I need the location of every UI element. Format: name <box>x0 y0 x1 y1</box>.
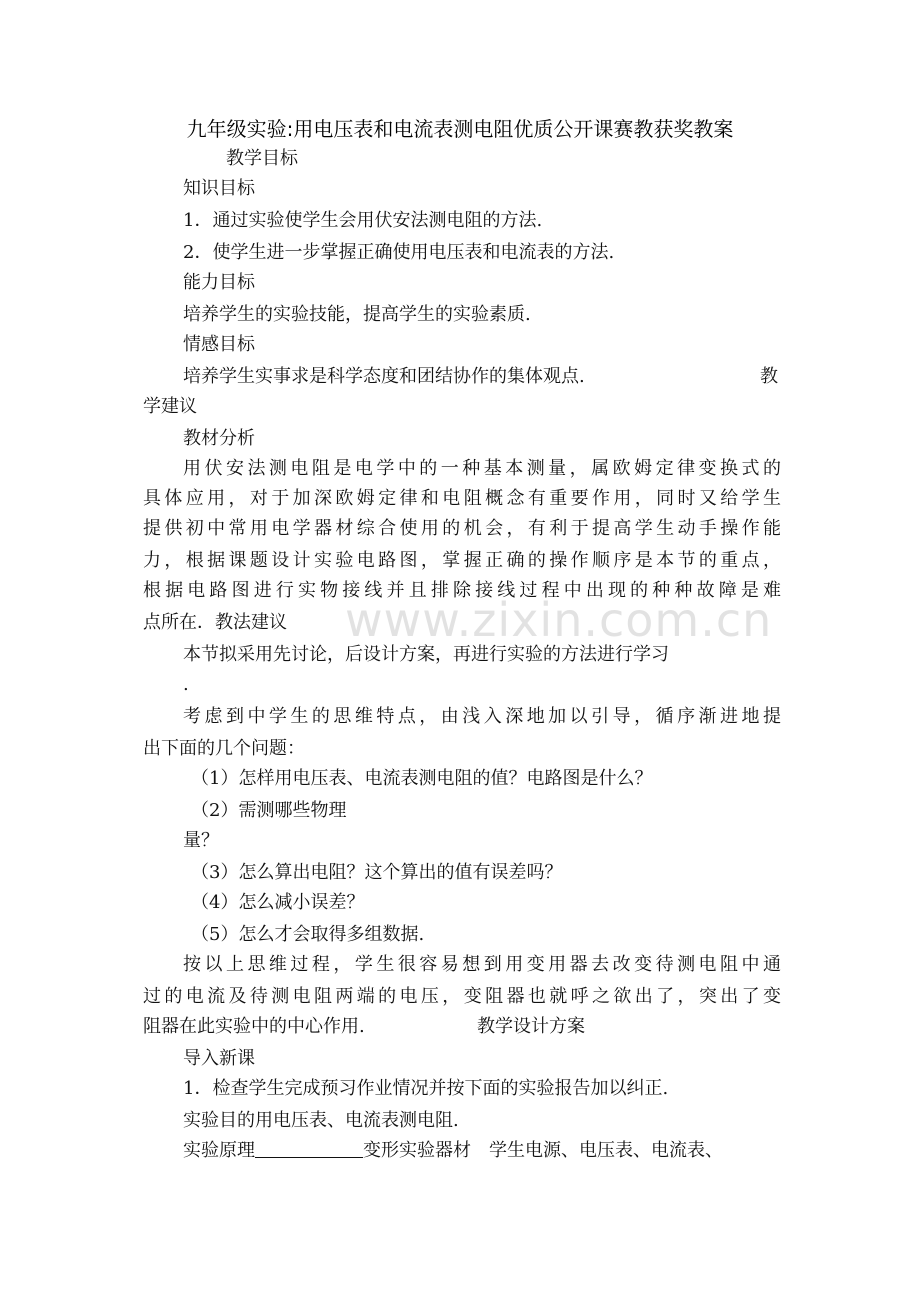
text-line: 培养学生实事求是科学态度和团结协作的集体观点. <box>183 366 585 387</box>
principle-label: 实验原理 <box>183 1140 255 1161</box>
paragraph-line: 提供初中常用电学器材综合使用的机会，有利于提高学生动手操作能 <box>143 518 781 539</box>
text-line-principle <box>183 1136 723 1166</box>
subheading-textbook-analysis: 教材分析 <box>183 428 255 449</box>
question-item: （2）需测哪些物理 <box>191 800 347 821</box>
paragraph-line: 点所在．教法建议 <box>143 612 287 633</box>
text-line: 本节拟采用先讨论，后设计方案，再进行实验的方法进行学习 <box>183 644 669 665</box>
text-line: 教 <box>760 366 778 387</box>
question-item: （4）怎么减小误差？ <box>191 892 365 913</box>
question-item: （1）怎样用电压表、电流表测电阻的值？电路图是什么？ <box>191 768 653 789</box>
paragraph-line: 用伏安法测电阻是电学中的一种基本测量，属欧姆定律变换式的 <box>183 458 781 479</box>
paragraph-line: 过的电流及待测电阻两端的电压，变阻器也就呼之欲出了，突出了变 <box>143 986 781 1007</box>
paragraph-line: 出下面的几个问题： <box>143 738 305 759</box>
paragraph-line: 阻器在此实验中的中心作用. <box>143 1016 365 1037</box>
section-heading-design-plan: 教学设计方案 <box>477 1016 585 1037</box>
paragraph-line: 力，根据课题设计实验电路图，掌握正确的操作顺序是本节的重点， <box>143 550 781 571</box>
fill-in-blank <box>255 1139 363 1158</box>
document-title: 九年级实验:用电压表和电流表测电阻优质公开课赛教获奖教案 <box>186 117 734 141</box>
question-item: （3）怎么算出电阻？这个算出的值有误差吗？ <box>191 862 563 883</box>
question-item: （5）怎么才会取得多组数据. <box>191 924 425 945</box>
principle-rest: 变形实验器材 学生电源、电压表、电流表、 <box>363 1140 723 1161</box>
watermark: www.zixin.com.cn <box>345 593 773 647</box>
subheading-emotion-goals: 情感目标 <box>183 334 255 355</box>
text-line: . <box>183 674 189 695</box>
text-line: 2．使学生进一步掌握正确使用电压表和电流表的方法. <box>183 242 615 263</box>
section-heading-teaching-suggestions: 学建议 <box>143 396 197 417</box>
text-line: 实验目的用电压表、电流表测电阻. <box>183 1110 459 1131</box>
subheading-knowledge-goals: 知识目标 <box>183 178 255 199</box>
section-heading-teaching-goals: 教学目标 <box>226 148 298 169</box>
text-line: 培养学生的实验技能，提高学生的实验素质. <box>183 304 531 325</box>
paragraph-line: 根据电路图进行实物接线并且排除接线过程中出现的种种故障是难 <box>143 580 781 601</box>
subheading-intro: 导入新课 <box>183 1048 255 1069</box>
paragraph-line: 具体应用，对于加深欧姆定律和电阻概念有重要作用，同时又给学生 <box>143 488 781 509</box>
paragraph-line: 考虑到中学生的思维特点，由浅入深地加以引导，循序渐进地提 <box>183 706 781 727</box>
question-item: 量？ <box>183 830 219 851</box>
text-line: 1．检查学生完成预习作业情况并按下面的实验报告加以纠正. <box>183 1078 669 1099</box>
subheading-ability-goals: 能力目标 <box>183 272 255 293</box>
text-line: 1．通过实验使学生会用伏安法测电阻的方法. <box>183 210 543 231</box>
paragraph-line: 按以上思维过程，学生很容易想到用变用器去改变待测电阻中通 <box>183 954 781 975</box>
